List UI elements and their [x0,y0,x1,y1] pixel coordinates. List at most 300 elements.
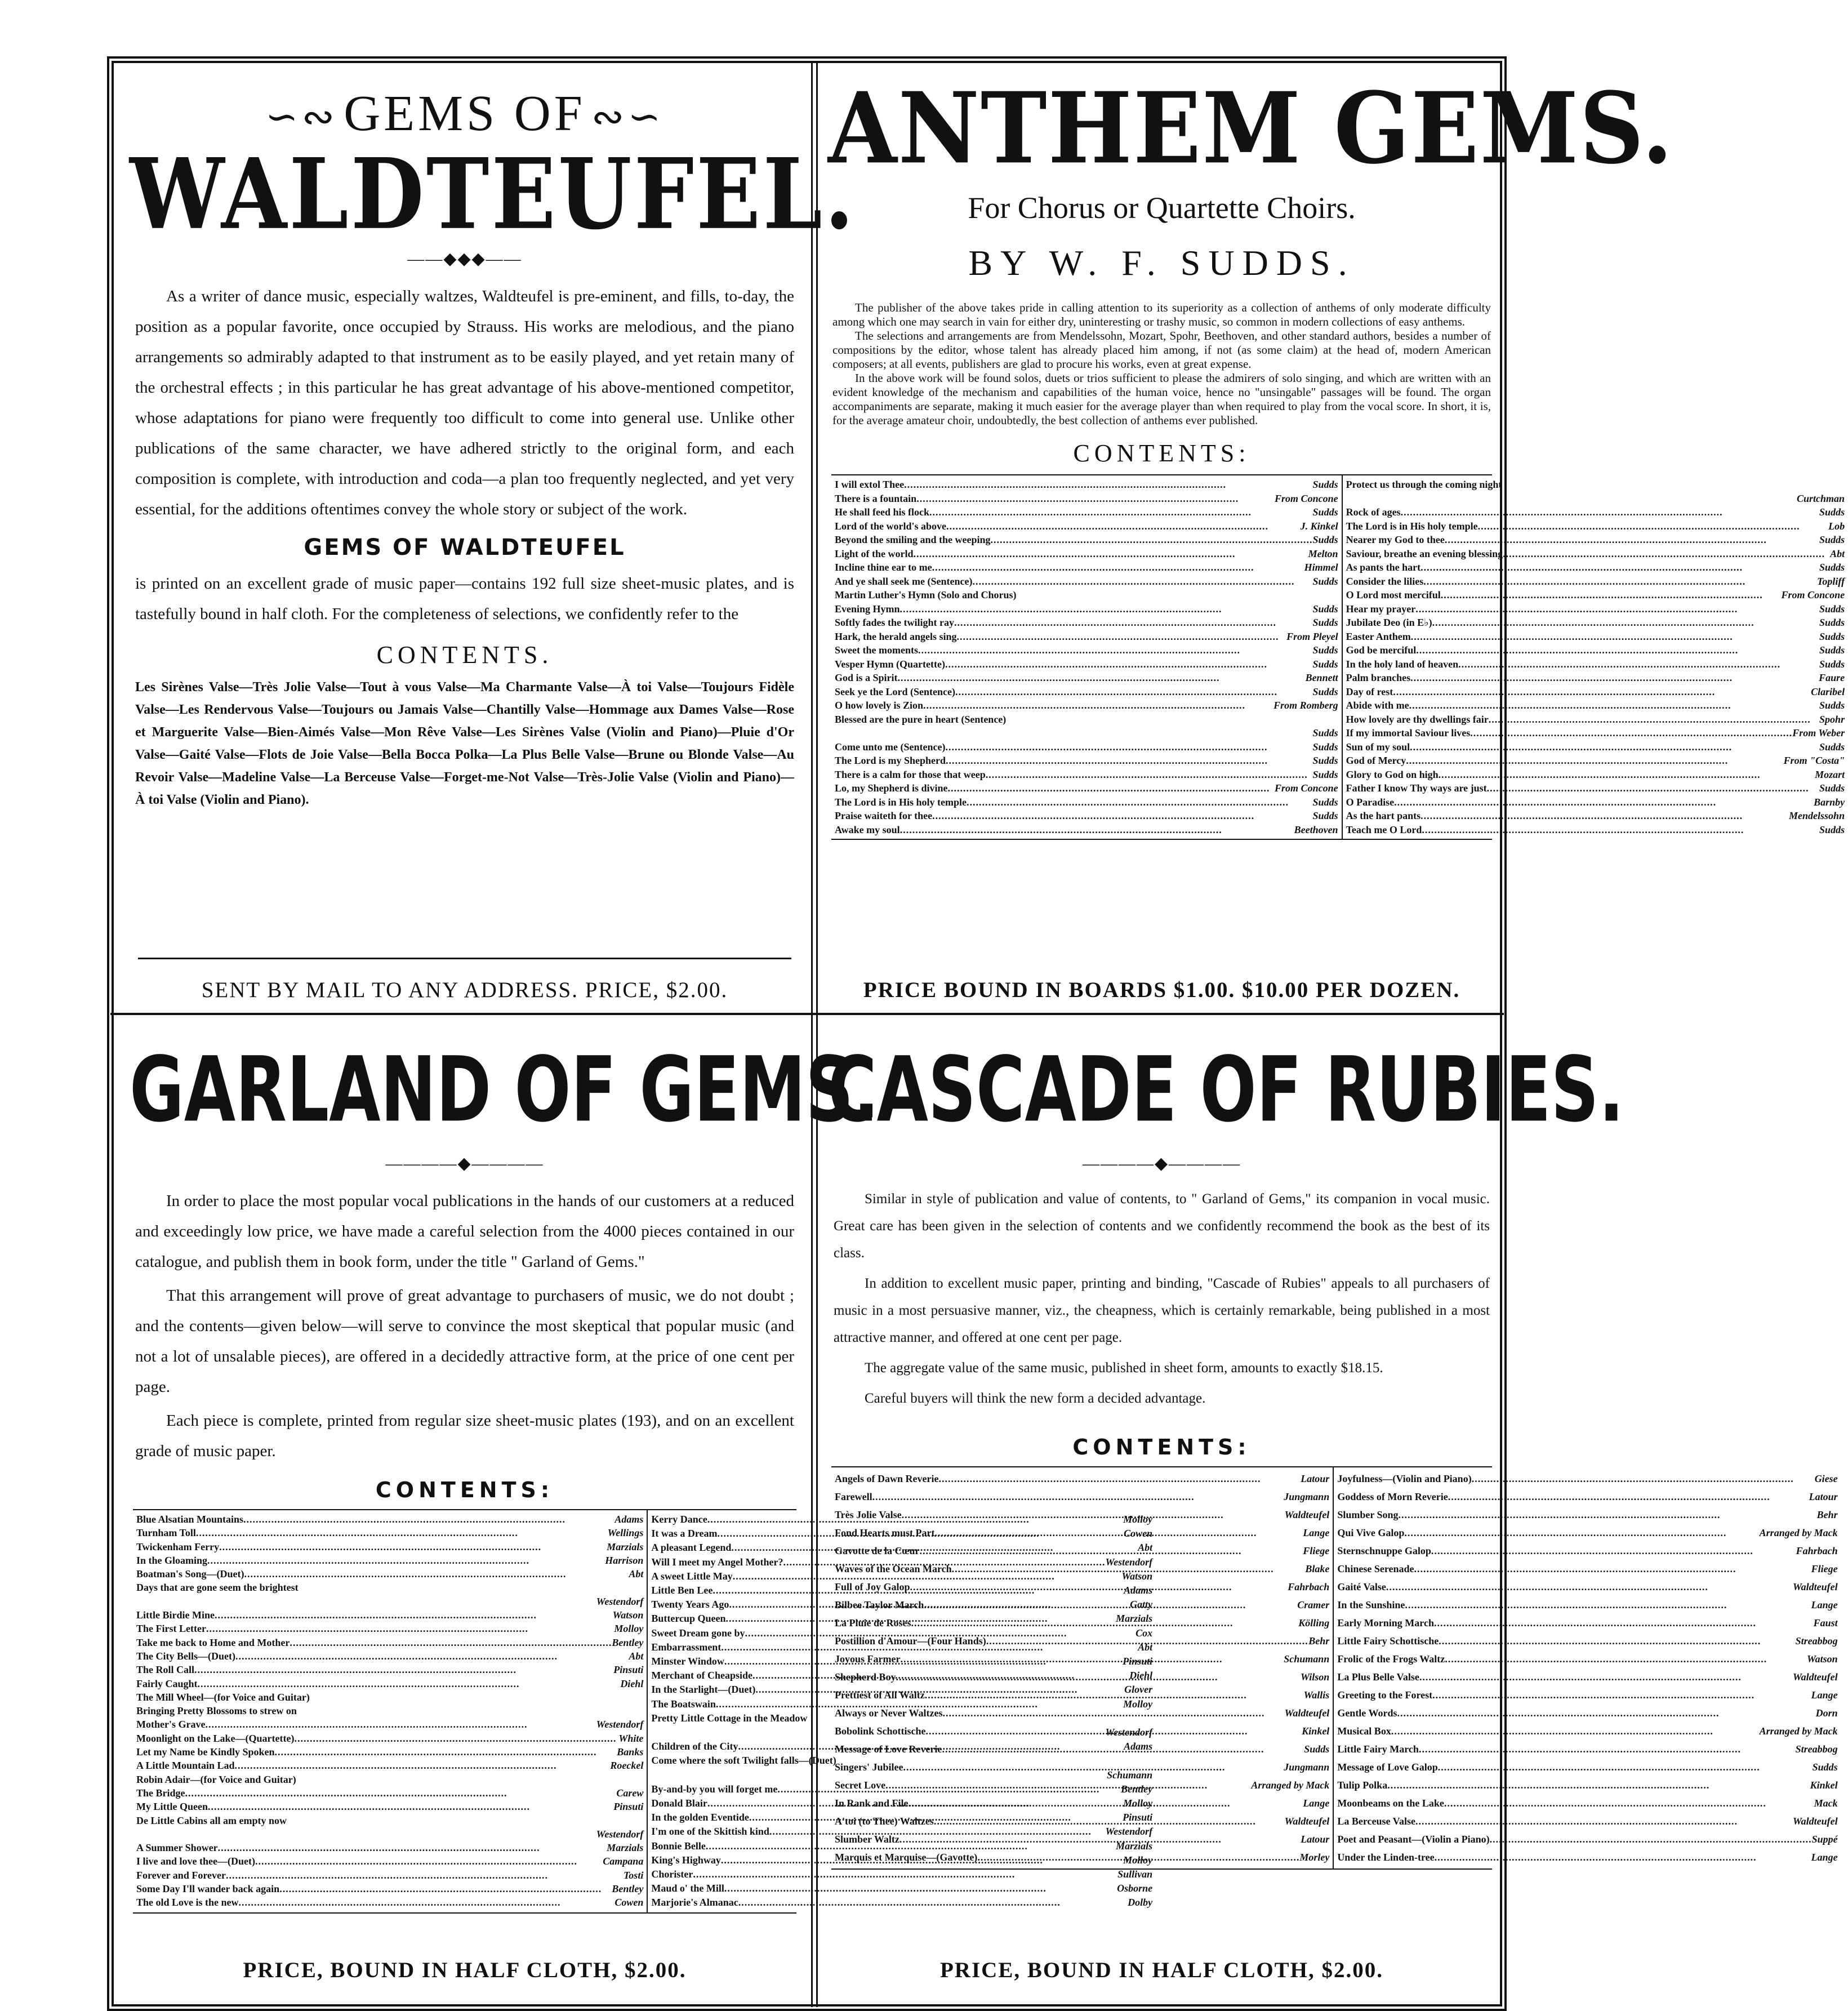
entry-title: Under the Linden-tree [1337,1852,1435,1863]
leader-dots [296,1773,644,1786]
panel-anthem-gems [828,71,1845,1008]
contents-entry [835,1776,1329,1794]
contents-entry [1346,740,1845,754]
entry-title: Beyond the smiling and the weeping [835,534,991,545]
entry-title: My Little Queen [136,1801,208,1813]
contents-entry [136,1608,643,1622]
entry-composer: Jungmann [1284,1491,1330,1502]
entry-title: The Roll Call [136,1664,195,1676]
entry-composer: Streabbog [1795,1635,1838,1647]
entry-title: Full of Joy Galop [835,1581,910,1592]
description-text [135,568,794,629]
leader-dots [910,1578,1288,1596]
contents-entry [835,795,1338,809]
entry-title: De Little Cabins all am empty now [136,1814,287,1826]
garland-description [135,1186,794,1466]
entry-title: God of Mercy [1346,755,1406,766]
entry-composer: Sudds [1312,658,1338,670]
entry-title: Qui Vive Galop [1337,1527,1405,1538]
entry-title: In Rank and File [835,1798,909,1809]
entry-composer: Lange [1811,1852,1838,1863]
leader-dots [903,1758,1284,1776]
contents-column-right [1333,1467,1841,1868]
contents-entry [136,1773,643,1786]
entry-title: Vesper Hymn (Quartette) [835,658,945,670]
entry-title: La Pluie de Roses [835,1617,911,1629]
entry-title: A Little Mountain Lad [136,1760,235,1772]
entry-composer: Streabbog [1795,1743,1838,1755]
entry-composer: Faure [1819,672,1845,683]
entry-title: The old Love is the new [136,1897,239,1908]
garland-para-1: In order to place the most popular vocal publications in the hands of our customers at a reduced and exceedingly low price, we have made a careful selection from the 4000 pieces contained in our catalogue, and publish them in book form, under the title " Garland of Gems." [135,1192,794,1271]
entry-composer: Watson [612,1609,644,1621]
entry-title: La Berceuse Valse [1337,1816,1415,1827]
contents-heading: CONTENTS: [1072,1435,1251,1460]
leader-dots [934,1812,1285,1830]
anthem-contents-table [831,474,1845,840]
entry-composer: From "Costa" [1783,755,1845,766]
contents-entry [136,1567,643,1581]
leader-dots [835,726,1313,740]
entry-title: And ye shall seek me (Sentence) [835,575,973,587]
contents-entry [1346,671,1845,685]
leader-dots [900,602,1313,616]
entry-title: As pants the hart [1346,562,1421,573]
cascade-description [834,1186,1490,1412]
entry-composer: Sudds [1304,1743,1330,1755]
entry-composer: Sudds [1312,768,1338,780]
entry-title: O Lord most merciful [1346,589,1441,600]
leader-dots [972,575,1312,589]
leader-dots [1397,1704,1815,1722]
contents-entry [1337,1632,1837,1650]
leader-dots [1439,1632,1795,1650]
entry-composer: Adams [1124,1741,1153,1752]
leader-dots [899,1830,1301,1848]
contents-entry [835,781,1338,795]
contents-entry [136,1854,643,1868]
contents-entry [136,1512,643,1526]
leader-dots [207,1554,605,1567]
diamond-divider-icon: ————◆———— [1082,1154,1241,1173]
entry-composer: Cowen [614,1897,644,1908]
leader-dots [942,1704,1284,1722]
leader-dots [1503,547,1830,561]
contents-entry [136,1718,643,1731]
contents-entry [136,1896,643,1909]
entry-title: Jubilate Deo (in E♭) [1346,617,1432,628]
entry-title: Maud o' the Mill [651,1883,724,1894]
contents-entry [1346,657,1845,671]
entry-composer: Marzials [607,1541,644,1552]
byline: BY W. F. SUDDS. [968,243,1355,283]
contents-entry [835,505,1338,519]
entry-composer: Campana [603,1856,644,1867]
contents-entry [835,1614,1329,1632]
entry-title: Bilbee Taylor March [835,1599,924,1610]
leader-dots [986,768,1313,782]
leader-dots [1438,1758,1813,1776]
cascade-para-3: The aggregate value of the same music, published in sheet form, amounts to exactly $18.15. [865,1360,1383,1376]
entry-title: Twenty Years Ago [651,1599,729,1610]
entry-composer: Arranged by Mack [1251,1779,1330,1791]
entry-composer: From Concone [1781,589,1845,600]
entry-title: Robin Adair—(for Voice and Guitar) [136,1773,296,1785]
leader-dots [904,478,1312,492]
contents-entry [835,1668,1329,1686]
contents-entry [1337,1740,1837,1758]
entry-composer: Lange [1303,1527,1330,1538]
leader-dots [294,1732,618,1745]
entry-composer: Osborne [1117,1883,1153,1894]
diamond-divider-icon: ————◆———— [385,1154,544,1173]
entry-composer: Banks [617,1746,644,1758]
leader-dots [1415,1812,1793,1830]
entry-title: Sweet the moments [835,644,918,656]
contents-entry [835,533,1338,547]
entry-composer: Melton [1308,548,1338,559]
entry-title: Sweet Dream gone by [651,1627,745,1639]
entry-composer: Behr [1308,1635,1330,1647]
leader-dots [991,533,1313,547]
entry-composer: Morley [1299,1852,1330,1863]
contents-entry [1337,1830,1837,1848]
entry-composer: Carew [616,1787,644,1799]
leader-dots [918,643,1313,657]
entry-composer: Beethoven [1294,824,1338,835]
leader-dots [1419,1668,1793,1686]
leader-dots [946,519,1301,533]
contents-entry [1346,754,1845,768]
entry-composer: Sudds [1819,562,1845,573]
entry-title: Message of Love Reverie [835,1743,942,1755]
entry-composer: Latour [1301,1834,1330,1845]
entry-title: Little Fairy Schottische [1337,1635,1439,1647]
entry-title: He shall feed his flock [835,506,930,518]
price-line: PRICE, BOUND IN HALF CLOTH, $2.00. [939,1958,1384,1982]
leader-dots [243,1512,614,1526]
entry-composer: Westendorf [596,1719,644,1730]
entry-composer: Barnby [1814,796,1845,808]
entry-composer: Wilson [1300,1671,1330,1683]
entry-composer: Dorn [1815,1707,1838,1719]
entry-composer: Fliege [1811,1563,1838,1574]
entry-composer: Giese [1814,1473,1838,1484]
panel-gems-of-waldteufel [130,73,857,1008]
entry-title: Chinese Serenade [1337,1563,1414,1574]
entry-composer: Sudds [1312,603,1338,615]
entry-composer: Sudds [1312,741,1338,753]
entry-title: Minster Window [651,1656,724,1667]
entry-composer: Latour [1301,1473,1330,1484]
entry-title: I will extol Thee [835,479,905,490]
contents-entry [1337,1848,1837,1866]
leader-dots [136,1595,596,1608]
leader-dots [967,795,1313,809]
contents-entry [136,1690,643,1704]
entry-composer: Wellings [607,1527,644,1539]
entry-composer: Sudds [1819,782,1845,794]
contents-entry [835,602,1338,616]
entry-composer: Waldteufel [1284,1816,1330,1827]
entry-composer: Sudds [1312,796,1338,808]
contents-entry [835,671,1338,685]
panel-cascade-of-rubies [828,1022,1838,2000]
contents-entry [835,478,1338,492]
contents-entry [1337,1668,1837,1686]
entry-title: Bringing Pretty Blossoms to strew on [136,1705,297,1717]
leader-dots [1502,478,1845,492]
leader-dots [310,1690,644,1704]
entry-composer: Spohr [1819,713,1845,725]
title-cascade-of-rubies: CASCADE OF RUBIES. [828,1036,1624,1142]
contents-entry [1337,1722,1837,1740]
contents-entry [835,643,1338,657]
contents-entry [1346,643,1845,657]
entry-composer: Abt [1830,548,1845,559]
contents-entry [835,1560,1329,1578]
entry-composer: Glover [1124,1684,1153,1696]
leader-dots [872,1488,1284,1506]
entry-title: Très Jolie Valse [835,1509,902,1520]
contents-entry [835,809,1338,823]
contents-entry [835,1488,1329,1506]
leader-dots [945,740,1312,754]
cascade-para-2: In addition to excellent music paper, printing and binding, "Cascade of Rubies" appeals to all purchasers of music in a most persuasive manner, viz., the cheapness, which is certainly remarkable, being published in a most attractive manner, and offered at one cent per page. [834,1276,1490,1345]
entry-composer: Westendorf [596,1828,644,1840]
leader-dots [1478,519,1828,533]
contents-entry [136,1540,643,1554]
contents-entry [1337,1470,1837,1488]
entry-title: There is a fountain [835,492,917,504]
entry-title: La Plus Belle Valse [1337,1671,1419,1683]
contents-entry [136,1649,643,1663]
entry-title: Let my Name be Kindly Spoken [136,1746,275,1758]
entry-composer: Adams [614,1514,644,1525]
contents-entry [136,1882,643,1896]
entry-title: Early Morning March [1337,1617,1434,1629]
leader-dots [902,1506,1285,1524]
contents-entry [1346,588,1845,602]
entry-title: The City Bells—(Duet) [136,1650,235,1662]
contents-entry [1346,602,1845,616]
leader-dots [208,1800,613,1813]
leader-dots [1431,1542,1796,1560]
leader-dots [206,1622,614,1635]
entry-composer: Bentley [1121,1783,1153,1795]
contents-entry [835,1650,1329,1668]
contents-entry [1337,1686,1837,1704]
leader-dots [1458,657,1819,671]
leader-dots [909,1794,1303,1812]
entry-composer: Jungmann [1284,1761,1330,1773]
entry-title: Postillion d'Amour—(Four Hands) [835,1635,986,1647]
leader-dots [923,698,1273,713]
entry-composer: Molloy [1123,1854,1153,1866]
entry-composer: Sudds [1812,1761,1838,1773]
entry-composer: Molloy [1123,1698,1153,1710]
entry-composer: Fahrbach [1796,1545,1838,1556]
contents-entry [835,1830,1329,1848]
entry-composer: Cramer [1297,1599,1330,1610]
contents-entry [136,1704,643,1718]
entry-composer: Latour [1809,1491,1838,1502]
entry-title: Evening Hymn [835,603,900,615]
contents-entry [1346,630,1845,644]
leader-dots [1445,533,1819,547]
entry-composer: Tosti [623,1869,644,1881]
entry-title: Angels of Dawn Reverie [835,1473,939,1484]
entry-composer: Pinsuti [1123,1656,1153,1667]
entry-title: Sun of my soul [1346,741,1410,753]
leader-dots [945,657,1313,671]
anthem-para-2: The selections and arrangements are from Mendelssohn, Mozart, Spohr, Beethoven, and other standard authors, besides a number of compositions by the editor, whose talent has already placed him among, if not (as some claim) at the head of, modern American composers; at all events, publishers are glad to procure his works, even at great expense. [832,329,1491,371]
swirl-left-icon: ∽∾ [265,96,339,139]
leader-dots [942,1740,1304,1758]
swirl-right-icon: ∾∽ [591,96,665,139]
spacer [828,284,1495,301]
contents-entry [136,1622,643,1635]
entry-title: Little Fairy March [1337,1743,1419,1755]
contents-entry [835,1506,1329,1524]
contents-entry [1337,1614,1837,1632]
leader-dots [1399,1506,1817,1524]
entry-composer: Westendorf [1105,1556,1153,1568]
contents-entry [1346,823,1845,837]
entry-title: Awake my soul [835,824,900,835]
leader-dots [215,1608,613,1622]
entry-composer: Sudds [1312,810,1338,821]
entry-composer: Claribel [1811,686,1845,697]
leader-dots [1472,1470,1815,1488]
entry-title: Teach me O Lord [1346,824,1422,835]
entry-title: Nearer my God to thee [1346,534,1445,545]
entry-title: Singers' Jubilee [835,1761,903,1773]
leader-dots [952,1560,1306,1578]
leader-dots [948,781,1275,795]
entry-composer: Diehl [620,1678,644,1689]
entry-title: A sweet Little May [651,1570,733,1582]
title-waldteufel: WALDTEUFEL. [130,137,857,252]
leader-dots [1441,588,1782,602]
entry-composer: Gatty [1130,1599,1153,1610]
contents-entry [136,1814,643,1827]
entry-title: Slumber Song [1337,1509,1399,1520]
entry-title: Will I meet my Angel Mother? [651,1556,783,1568]
leader-dots [900,1650,1284,1668]
leader-dots [885,1776,1251,1794]
entry-composer: Watson [1806,1653,1838,1665]
contents-entry [1337,1650,1837,1668]
contents-entry [1346,698,1845,713]
leader-dots [196,1526,608,1540]
entry-composer: Waldteufel [1284,1509,1330,1520]
leader-dots [1435,1848,1811,1866]
entry-title: Gavotte de la Cœur [835,1545,920,1556]
contents-entry [1346,547,1845,561]
intro-text [135,281,794,524]
entry-title: Rock of ages [1346,506,1401,518]
entry-composer: Marzials [1116,1840,1153,1852]
entry-title: Marquis et Marquise—(Gavotte) [835,1852,978,1863]
entry-composer: Waldteufel [1793,1581,1838,1592]
contents-entry [1346,505,1845,519]
entry-composer: Lange [1811,1689,1838,1701]
entry-title: Farewell [835,1491,872,1502]
entry-composer: Schumann [1107,1769,1153,1781]
leader-dots [1394,795,1814,809]
contents-entry [1346,492,1845,506]
entry-title: Blessed are the pure in heart (Sentence) [835,713,1007,725]
contents-entry [1346,781,1845,795]
contents-entry [1346,713,1845,727]
entry-title: Turnham Toll [136,1527,196,1539]
entry-title: Secret Love [835,1779,886,1791]
leader-dots [924,1596,1297,1614]
entry-title: Bobolink Schottische [835,1725,926,1737]
entry-composer: J. Kinkel [1300,520,1338,532]
entry-title: God be merciful [1346,644,1417,656]
contents-entry [835,768,1338,782]
diamond-divider-icon: ——◆◆◆—— [407,250,522,268]
contents-entry [1346,809,1845,823]
contents-entry [136,1759,643,1772]
entry-title: Chorister [651,1868,693,1880]
entry-title: A Summer Shower [136,1842,218,1854]
entry-title: Buttercup Queen [651,1613,726,1625]
leader-dots [955,685,1313,699]
contents-entry [835,698,1338,713]
leader-dots [279,1882,612,1896]
contents-entry [1346,768,1845,782]
price-line: PRICE BOUND IN BOARDS $1.00. $10.00 PER DOZEN. [863,978,1460,1002]
entry-composer: Kinkel [1810,1779,1838,1791]
entry-composer: Mendelssohn [1789,810,1845,821]
entry-composer: Curtchman [1797,492,1845,504]
contents-entry [136,1868,643,1882]
entry-title: Slumber Waltz [835,1834,899,1845]
entry-composer: Sullivan [1117,1868,1153,1880]
leader-dots [194,1663,613,1676]
leader-dots [932,809,1312,823]
entry-composer: Behr [1816,1509,1838,1520]
entry-title: It was a Dream [651,1528,718,1540]
entry-title: Light of the world [835,548,914,559]
contents-entry [1337,1524,1837,1542]
contents-entry [136,1732,643,1745]
entry-title: Children of the City [651,1741,738,1752]
contents-heading: CONTENTS: [375,1478,554,1502]
entry-title: Tulip Polka [1337,1779,1388,1791]
contents-entry [136,1786,643,1800]
entry-composer: Sudds [1819,644,1845,656]
leader-dots [1487,781,1819,795]
entry-title: King's Highway [651,1854,721,1866]
contents-entry [1346,616,1845,630]
entry-composer: Blake [1305,1563,1330,1574]
contents-entry [1337,1560,1837,1578]
entry-title: Sternschnuppe Galop [1337,1545,1431,1556]
contents-entry [136,1841,643,1854]
contents-entry [136,1636,643,1649]
leader-dots [219,1540,607,1554]
entry-title: Mother's Grave [136,1719,206,1730]
entry-title: Kerry Dance [651,1514,707,1525]
contents-entry [1337,1758,1837,1776]
leader-dots [239,1896,615,1909]
leader-dots [1490,1830,1812,1848]
entry-title: Easter Anthem [1346,630,1411,642]
